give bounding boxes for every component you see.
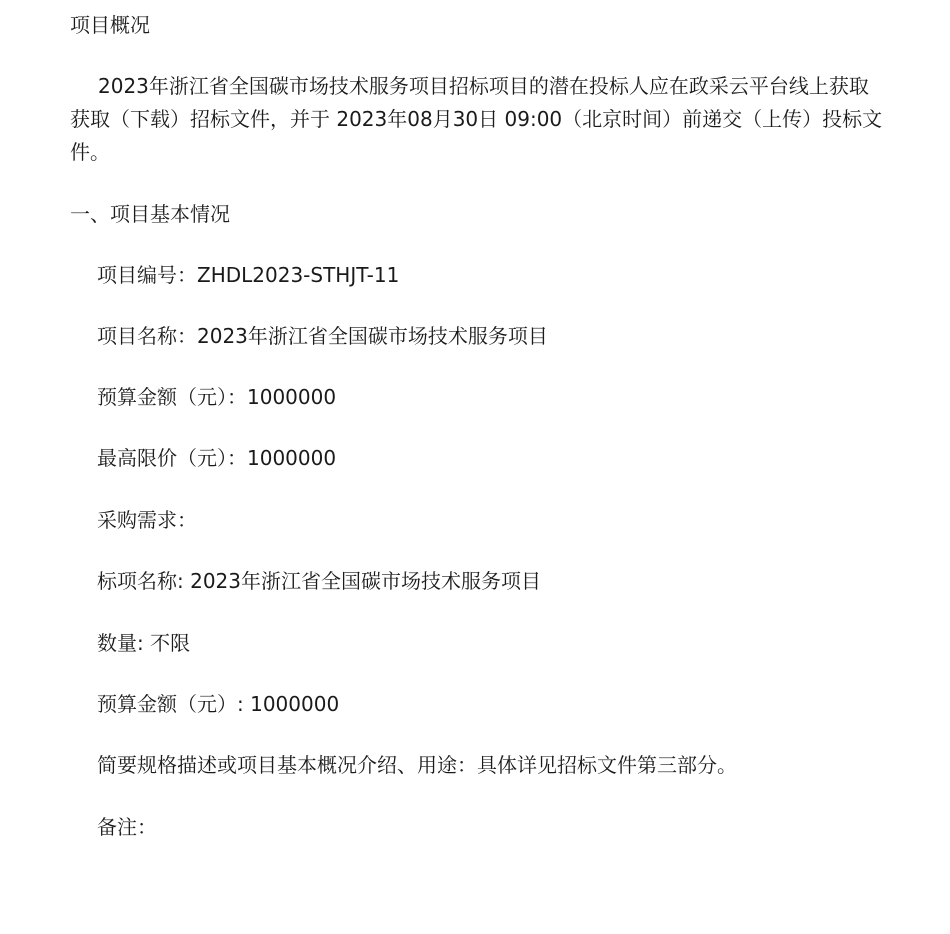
project-name: 项目名称：2023年浙江省全国碳市场技术服务项目 (97, 324, 548, 348)
quantity: 数量: 不限 (97, 631, 191, 655)
section-heading-overview: 项目概况 (70, 13, 150, 37)
max-price: 最高限价（元）：1000000 (97, 446, 337, 470)
project-number: 项目编号：ZHDL2023-STHJT-11 (97, 263, 400, 287)
spec-description: 简要规格描述或项目基本概况介绍、用途：具体详见招标文件第三部分。 (97, 753, 737, 777)
budget-amount: 预算金额（元）：1000000 (97, 385, 337, 409)
lot-name: 标项名称: 2023年浙江省全国碳市场技术服务项目 (97, 569, 541, 593)
intro-paragraph: 2023年浙江省全国碳市场技术服务项目招标项目的潜在投标人应在政采云平台线上获取获取（下载）招标文件，并于 2023年08月30日 09:00（北京时间）前递交（上传）投标文件。 (70, 74, 883, 164)
lot-budget-amount: 预算金额（元）: 1000000 (97, 692, 340, 716)
remark-label: 备注： (97, 815, 157, 839)
procurement-demand-label: 采购需求： (97, 508, 197, 532)
section-title-basic-info: 一、项目基本情况 (70, 202, 230, 226)
